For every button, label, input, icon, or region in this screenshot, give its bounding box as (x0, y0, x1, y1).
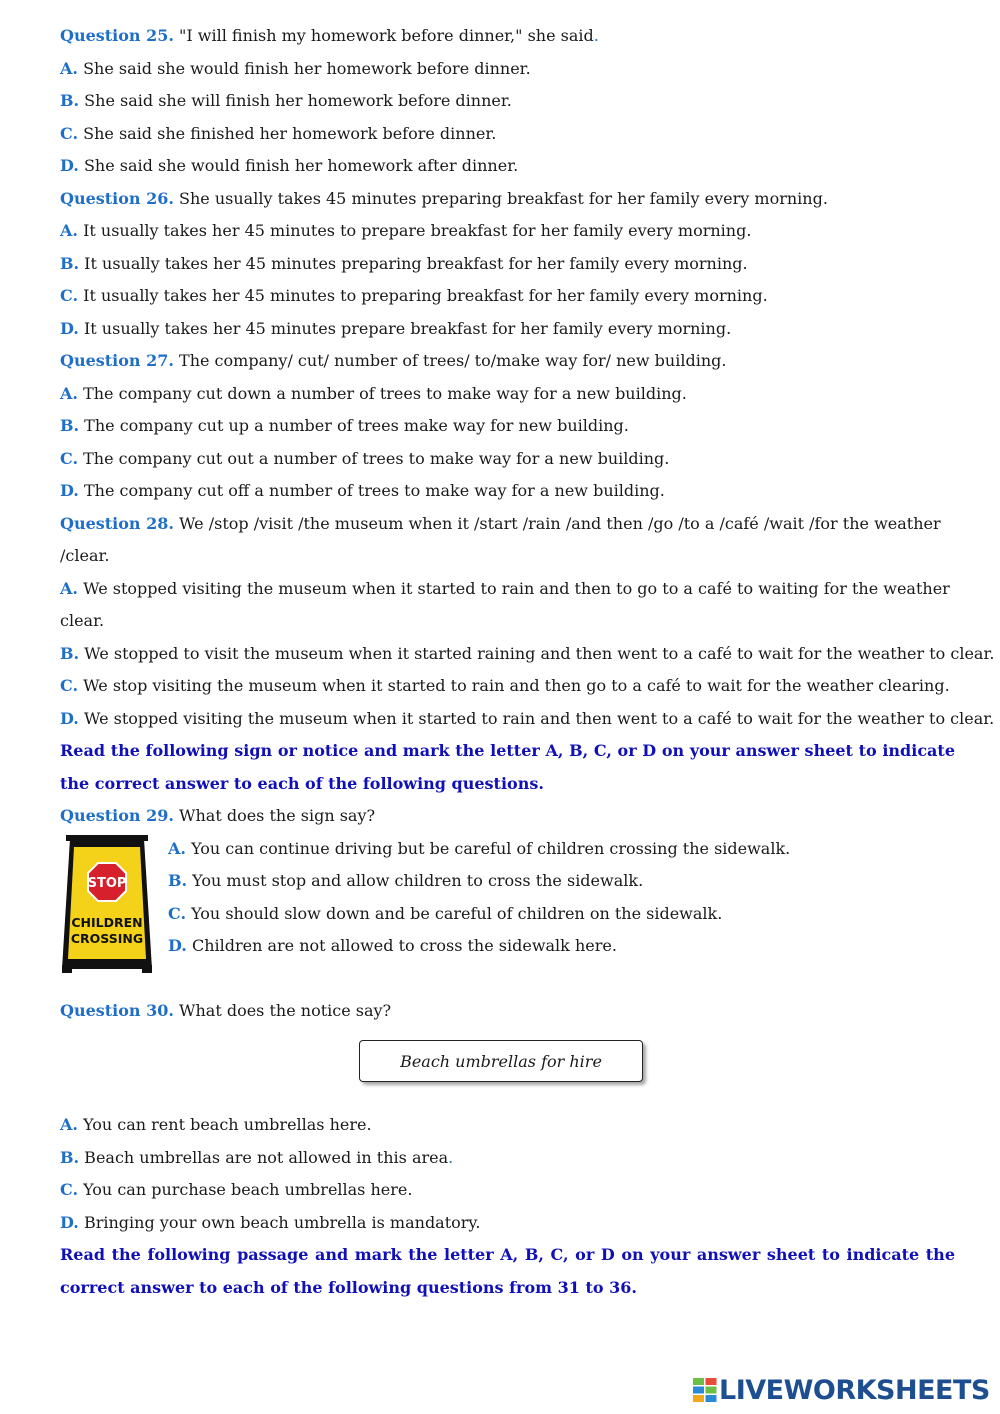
option-letter: C. (60, 448, 79, 468)
option-b[interactable] (168, 865, 790, 898)
question-prompt: We /stop /visit /the museum when it /start /rain /and then /go /to a /café /wait /for the weather /clear. (60, 513, 941, 565)
option-text: Beach umbrellas are not allowed in this area (79, 1147, 449, 1167)
option-text: The company cut up a number of trees make way for new building. (79, 416, 629, 435)
question-label: Question 29. (60, 806, 174, 825)
option-a[interactable] (60, 215, 955, 248)
option-a[interactable] (60, 573, 955, 638)
option-text: The company cut off a number of trees to make way for a new building. (78, 481, 665, 500)
option-text: You should slow down and be careful of children on the sidewalk. (186, 903, 723, 923)
option-letter: C. (60, 286, 79, 305)
question-prompt: "I will finish my homework before dinner," she said (173, 26, 594, 45)
option-a[interactable] (168, 833, 790, 866)
option-text: She said she will finish her homework before dinner. (79, 91, 512, 110)
option-c[interactable] (60, 1174, 955, 1207)
option-text: We stop visiting the museum when it started to rain and then go to a café to wait for the weather clearing. (78, 676, 950, 695)
liveworksheets-logo-icon (693, 1378, 717, 1402)
option-letter: D. (60, 156, 79, 175)
option-letter: C. (60, 676, 79, 695)
option-letter: D. (60, 1212, 79, 1232)
question-label: Question 25. (60, 26, 174, 45)
children-crossing-sign-image (60, 835, 154, 973)
option-text: Children are not allowed to cross the sidewalk here. (186, 936, 617, 955)
option-text: You can continue driving but be careful of children crossing the sidewalk. (185, 838, 791, 858)
question-prompt: The company/ cut/ number of trees/ to/make way for/ new building. (173, 351, 727, 370)
option-c[interactable] (168, 898, 790, 931)
option-text: We stopped to visit the museum when it started raining and then went to a café to wait for the weather to clear. (79, 643, 995, 663)
sign-question-block (60, 833, 955, 995)
option-text: You can purchase beach umbrellas here. (78, 1180, 413, 1199)
question-label: Question 30. (60, 1000, 174, 1020)
question-27 (60, 345, 955, 378)
option-letter: A. (60, 58, 78, 78)
liveworksheets-logo-text: LIVEWORKSHEETS (719, 1374, 990, 1406)
option-letter: D. (60, 481, 79, 500)
liveworksheets-logo (693, 1374, 990, 1406)
option-text: It usually takes her 45 minutes prepare breakfast for her family every morning. (78, 318, 732, 338)
question-25 (60, 20, 955, 53)
option-letter: C. (60, 123, 79, 143)
notice-container (60, 1027, 955, 1109)
option-text: It usually takes her 45 minutes to preparing breakfast for her family every morning. (78, 286, 768, 305)
option-text: Bringing your own beach umbrella is mandatory. (78, 1212, 481, 1232)
question-prompt: What does the notice say? (173, 1000, 392, 1020)
option-letter: A. (60, 383, 78, 403)
option-letter: B. (60, 416, 80, 435)
option-b[interactable] (60, 410, 955, 443)
option-letter: D. (168, 936, 187, 955)
option-letter: D. (60, 708, 79, 728)
option-b[interactable] (60, 248, 955, 281)
option-text: The company cut down a number of trees to make way for a new building. (77, 383, 687, 403)
option-letter: B. (60, 643, 80, 663)
option-a[interactable] (60, 1109, 955, 1142)
option-letter: A. (60, 221, 78, 240)
question-prompt: What does the sign say? (173, 806, 376, 825)
section-instruction-sign: Read the following sign or notice and mark the letter A, B, C, or D on your answer sheet to indicate the correct answer to each of the following questions. (60, 741, 955, 793)
option-text: It usually takes her 45 minutes preparing breakfast for her family every morning. (79, 253, 748, 273)
option-text-end: . (448, 1147, 454, 1167)
option-text: She said she would finish her homework before dinner. (77, 58, 531, 78)
option-b[interactable] (60, 1142, 955, 1175)
option-text: You must stop and allow children to cross the sidewalk. (187, 871, 644, 890)
option-text: We stopped visiting the museum when it started to rain and then went to a café to wait for the weather to clear. (78, 708, 995, 728)
option-letter: C. (60, 1180, 79, 1199)
question-26 (60, 183, 955, 216)
option-b[interactable] (60, 85, 955, 118)
option-a[interactable] (60, 53, 955, 86)
option-text: We stopped visiting the museum when it started to rain and then to go to a café to waiting for the weather clear. (60, 578, 950, 630)
option-a[interactable] (60, 378, 955, 411)
option-d[interactable] (60, 150, 955, 183)
question-30 (60, 995, 955, 1028)
sign-line2-text: CROSSING (70, 930, 144, 946)
section-instruction-passage: Read the following passage and mark the letter A, B, C, or D on your answer sheet to indicate the correct answer to each of the following questions from 31 to 36. (60, 1245, 955, 1297)
option-letter: C. (168, 903, 187, 923)
question-label: Question 28. (60, 513, 174, 533)
option-letter: A. (60, 1115, 78, 1134)
option-letter: D. (60, 318, 79, 338)
option-text: She said she would finish her homework after dinner. (78, 156, 519, 175)
option-d[interactable] (60, 1207, 955, 1240)
option-letter: B. (60, 91, 80, 110)
option-d[interactable] (60, 313, 955, 346)
option-d[interactable] (60, 703, 995, 736)
question-prompt-end: . (593, 26, 599, 45)
question-29 (60, 800, 955, 833)
notice-box: Beach umbrellas for hire (359, 1040, 643, 1082)
option-text: The company cut out a number of trees to make way for a new building. (78, 448, 670, 468)
option-letter: B. (60, 1147, 80, 1167)
option-d[interactable] (168, 930, 790, 963)
option-text: She said she finished her homework before dinner. (78, 123, 497, 143)
sign-line1-text: CHILDREN (71, 914, 143, 930)
option-letter: B. (168, 871, 188, 890)
sign-stop-text: STOP (87, 875, 127, 891)
option-letter: A. (168, 838, 186, 858)
question-label: Question 26. (60, 188, 174, 208)
option-letter: A. (60, 578, 78, 598)
question-28 (60, 508, 955, 573)
sign-options (168, 833, 790, 963)
option-d[interactable] (60, 475, 955, 508)
worksheet-page (60, 20, 995, 1304)
option-text: It usually takes her 45 minutes to prepare breakfast for her family every morning. (77, 221, 752, 240)
option-c[interactable] (60, 443, 955, 476)
option-letter: B. (60, 253, 80, 273)
question-prompt: She usually takes 45 minutes preparing breakfast for her family every morning. (173, 188, 828, 208)
option-b[interactable] (60, 638, 995, 671)
question-label: Question 27. (60, 351, 174, 370)
option-c[interactable] (60, 280, 955, 313)
option-c[interactable] (60, 118, 955, 151)
option-c[interactable] (60, 670, 955, 703)
option-text: You can rent beach umbrellas here. (77, 1115, 372, 1134)
